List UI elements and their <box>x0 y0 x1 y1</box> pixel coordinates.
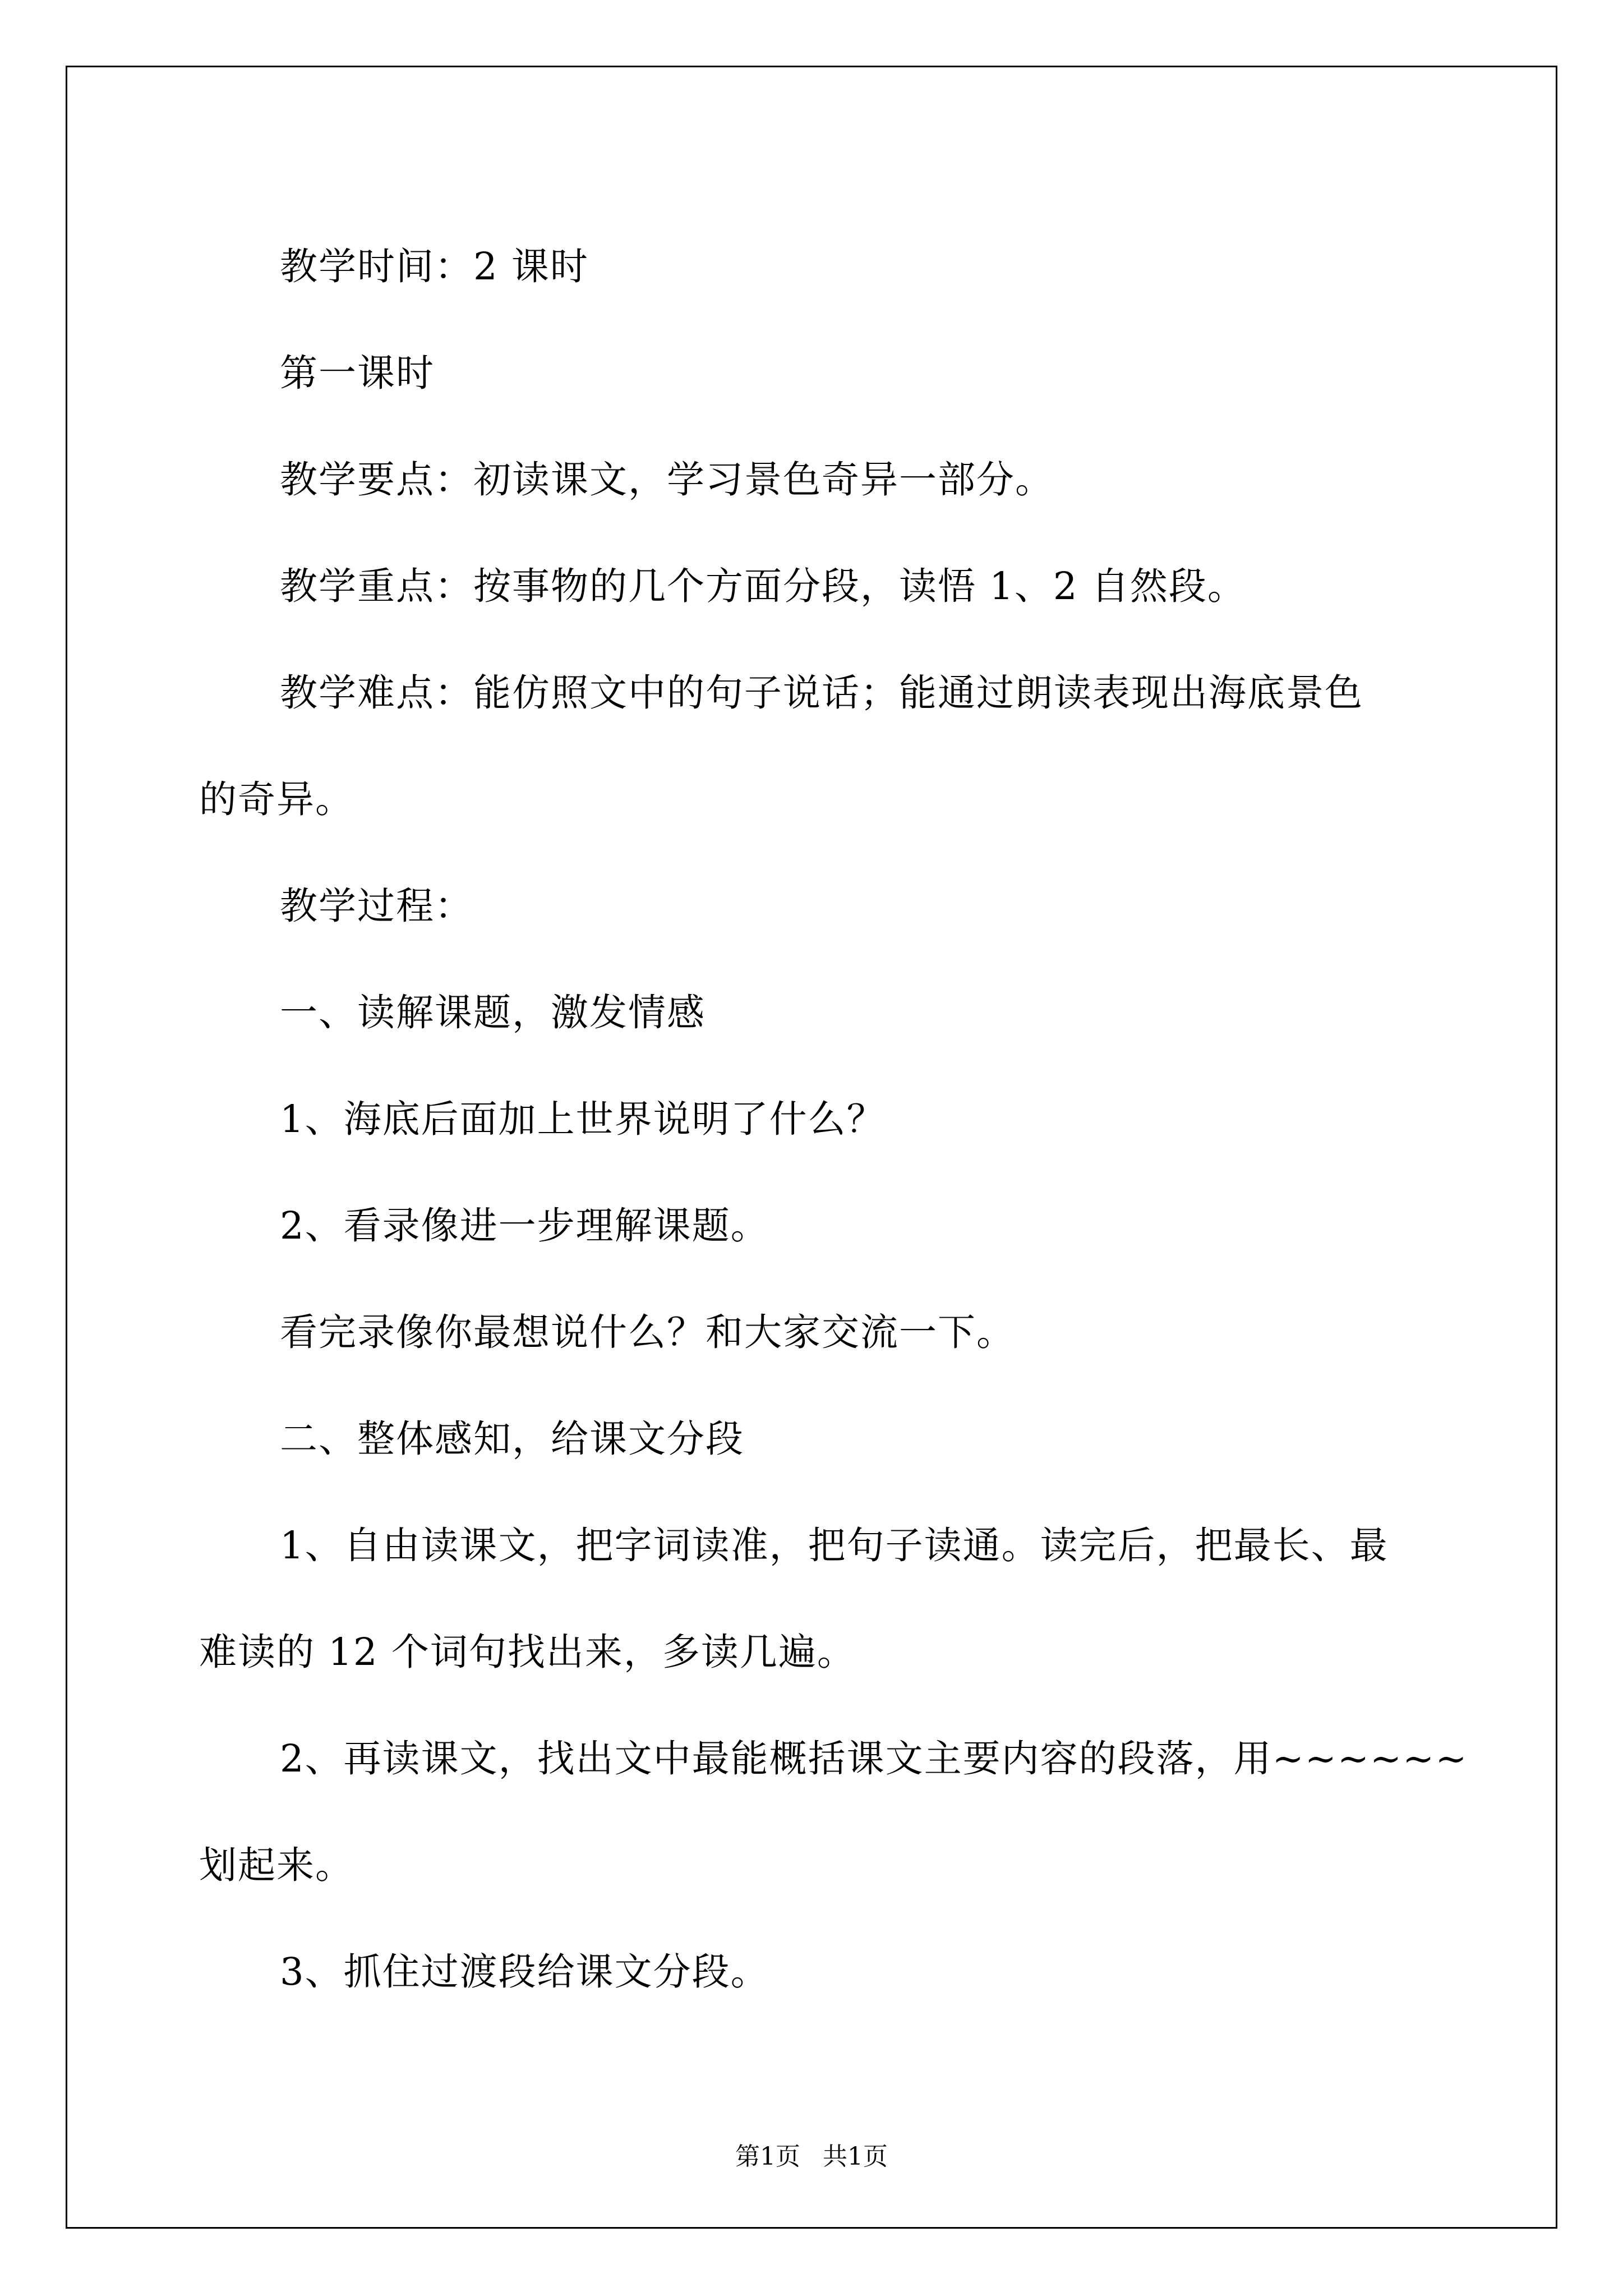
paragraph: 2、再读课文，找出文中最能概括课文主要内容的段落，用~~~~~~ <box>280 1737 1468 1780</box>
paragraph: 2、看录像进一步理解课题。 <box>280 1204 769 1248</box>
document-body <box>199 213 1468 2025</box>
paragraph: 教学过程： <box>280 884 473 928</box>
paragraph: 第一课时 <box>280 351 435 395</box>
paragraph: 教学时间：2 课时 <box>280 245 589 288</box>
paragraph: 1、海底后面加上世界说明了什么？ <box>280 1097 886 1141</box>
section-heading: 一、读解课题，激发情感 <box>280 991 706 1034</box>
page-total: 共1页 <box>823 2142 888 2171</box>
paragraph: 教学难点：能仿照文中的句子说话；能通过朗读表现出海底景色 <box>280 671 1363 715</box>
paragraph: 难读的 12 个词句找出来，多读几遍。 <box>199 1630 856 1674</box>
paragraph: 1、自由读课文，把字词读准，把句子读通。读完后，把最长、最 <box>280 1524 1389 1567</box>
page-footer <box>0 2140 1623 2174</box>
paragraph: 划起来。 <box>199 1843 354 1887</box>
section-heading: 二、整体感知，给课文分段 <box>280 1417 744 1461</box>
paragraph: 教学重点：按事物的几个方面分段，读悟 1、2 自然段。 <box>280 564 1246 608</box>
paragraph: 的奇异。 <box>199 777 354 821</box>
paragraph: 看完录像你最想说什么？和大家交流一下。 <box>280 1310 1015 1354</box>
paragraph: 3、抓住过渡段给课文分段。 <box>280 1950 769 1994</box>
page-number: 第1页 <box>735 2142 800 2171</box>
paragraph: 教学要点：初读课文，学习景色奇异一部分。 <box>280 458 1054 501</box>
